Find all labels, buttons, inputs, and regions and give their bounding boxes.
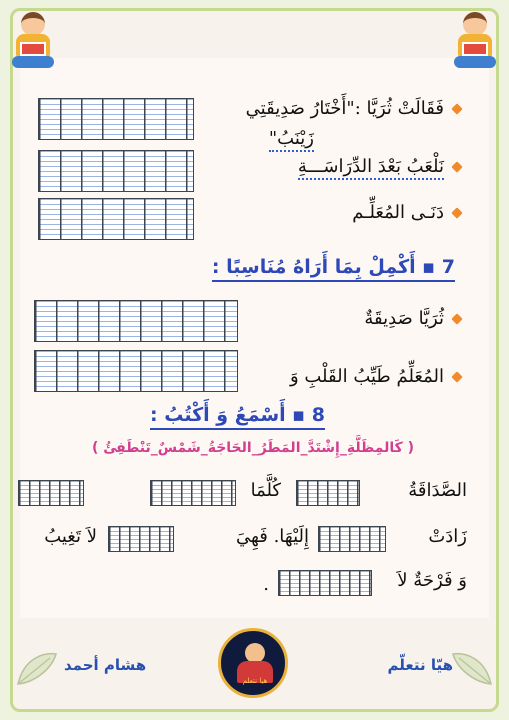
writing-grid-1[interactable]	[38, 98, 194, 140]
dictation-line-2-start: زَادَتْ	[428, 526, 467, 547]
writing-grid-4[interactable]	[34, 300, 238, 342]
author-name: هشام أحمد	[64, 656, 147, 674]
dictation-line-2-end: لاَ تَغِيبُ	[44, 526, 97, 547]
bullet-icon	[451, 371, 462, 382]
writing-grid-5[interactable]	[34, 350, 238, 392]
leaf-decoration-left	[14, 648, 60, 688]
leaf-decoration-right	[449, 648, 495, 688]
sentence-1: فَقَالَتْ ثُرَيَّا :"أَخْتَارُ صَدِيقَتِي	[246, 98, 461, 119]
word-bank: ( كَالمِظَلَّةِ_إِشْتَدَّ_المَطَرُ_الحَاجَةُ_شَمْسٌ_تَنْطَفِئُ )	[91, 440, 415, 456]
completion-sentence-1: ثُرَيَّا صَدِيقَةٌ	[364, 308, 461, 329]
dictation-line-1-start: الصَّدَاقَةُ	[408, 480, 467, 501]
logo-text: هيا نتعلم	[242, 677, 268, 685]
completion-sentence-2: المُعَلِّمُ طَيِّبُ القَلْبِ وَ	[290, 366, 461, 387]
dictation-line-3-end: .	[263, 574, 269, 595]
sentence-1-continued: زَيْنَبُ"	[269, 128, 314, 149]
dictation-grid-2[interactable]	[150, 480, 236, 506]
dictation-grid-4[interactable]	[318, 526, 386, 552]
writing-grid-3[interactable]	[38, 198, 194, 240]
sentence-2: نَلْعَبُ بَعْدَ الدِّرَاسَـــةِ	[298, 156, 461, 177]
dictation-line-2-middle: إِلَيْهَا. فَهِيَ	[235, 526, 309, 547]
reading-kid-right-illustration	[450, 12, 500, 72]
dictation-line-1-middle: كُلَّمَا	[250, 480, 281, 501]
sentence-3: دَنَـى المُعَلِّـم	[352, 202, 461, 223]
section-7-heading: 7 ▪ أَكْمِلْ بِمَا أَرَاهُ مُنَاسِبًا :	[212, 256, 455, 278]
bullet-icon	[451, 207, 462, 218]
dictation-grid-6[interactable]	[278, 570, 372, 596]
dictation-grid-1[interactable]	[296, 480, 360, 506]
dictation-line-3-start: وَ فَرْحَةٌ لاَ	[397, 570, 467, 591]
reading-kid-left-illustration	[8, 12, 58, 72]
dictation-grid-5[interactable]	[108, 526, 174, 552]
writing-grid-2[interactable]	[38, 150, 194, 192]
bullet-icon	[451, 313, 462, 324]
channel-logo	[218, 628, 288, 698]
footer-slogan: هيّا نتعلّم	[387, 656, 453, 674]
bullet-icon	[451, 161, 462, 172]
section-8-heading: 8 ▪ أَسْمَعُ وَ أَكْتُبُ :	[150, 404, 325, 426]
bullet-icon	[451, 103, 462, 114]
dictation-grid-3[interactable]	[18, 480, 84, 506]
